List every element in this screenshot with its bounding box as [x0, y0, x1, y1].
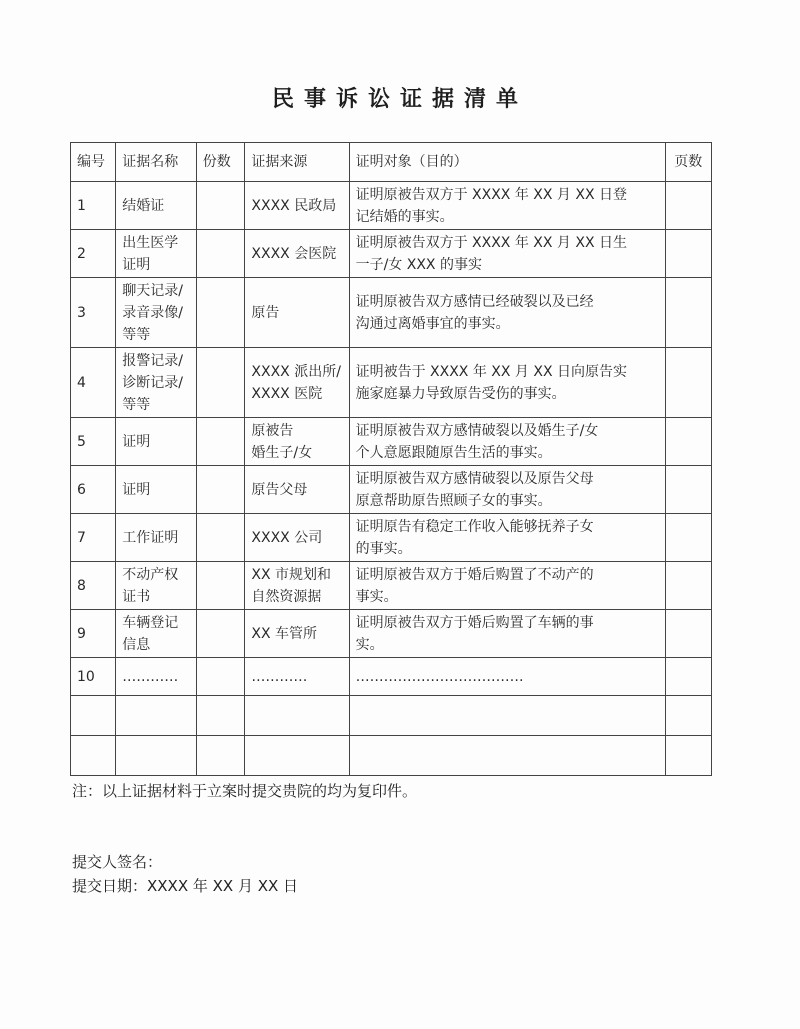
- cell-copies: [196, 696, 245, 736]
- cell-copies: [196, 278, 245, 348]
- cell-name-text: 工作证明: [122, 529, 179, 546]
- cell-purpose-text: 证明原被告双方于婚后购置了车辆的事 实。: [355, 614, 594, 653]
- signature-block: [72, 850, 298, 898]
- cell-purpose: [349, 348, 665, 418]
- cell-name-text: 不动产权 证书: [122, 566, 179, 605]
- signature-label: 提交人签名：: [72, 853, 163, 871]
- cell-purpose: [349, 278, 665, 348]
- cell-no: [71, 278, 116, 348]
- cell-no: [71, 514, 116, 562]
- cell-source-text: XX 车管所: [251, 625, 318, 642]
- cell-purpose-text: ………………………………: [355, 668, 524, 685]
- cell-source-text: 原被告 婚生子/女: [251, 422, 313, 461]
- header-pages: 页数: [665, 143, 711, 182]
- cell-copies: [196, 348, 245, 418]
- cell-source: [245, 466, 349, 514]
- cell-source-text: 原告父母: [251, 481, 308, 498]
- cell-name-text: 出生医学 证明: [122, 234, 179, 273]
- header-purpose: 证明对象（目的）: [349, 143, 665, 182]
- cell-pages: [665, 348, 711, 418]
- cell-purpose-text: 证明原被告双方感情已经破裂以及已经 沟通过离婚事宜的事实。: [355, 293, 594, 332]
- cell-source: [245, 736, 349, 776]
- cell-copies: [196, 182, 245, 230]
- cell-source-text: XXXX 会医院: [251, 245, 337, 262]
- cell-purpose: [349, 418, 665, 466]
- cell-no: [71, 348, 116, 418]
- cell-source: [245, 610, 349, 658]
- cell-copies: [196, 562, 245, 610]
- cell-source: [245, 418, 349, 466]
- cell-no-text: 6: [77, 481, 86, 498]
- table-row: [71, 278, 712, 348]
- cell-name: [116, 514, 196, 562]
- cell-pages: [665, 182, 711, 230]
- cell-name-text: 车辆登记 信息: [122, 614, 179, 653]
- cell-pages: [665, 230, 711, 278]
- cell-source-text: XXXX 民政局: [251, 197, 337, 214]
- cell-name: [116, 182, 196, 230]
- table-body: [71, 182, 712, 776]
- cell-source-text: 原告: [251, 304, 280, 321]
- cell-source: [245, 562, 349, 610]
- cell-pages: [665, 466, 711, 514]
- cell-purpose: [349, 610, 665, 658]
- table-row: [71, 562, 712, 610]
- cell-name: [116, 736, 196, 776]
- cell-purpose: [349, 514, 665, 562]
- cell-copies: [196, 610, 245, 658]
- table-row: [71, 610, 712, 658]
- cell-name: [116, 610, 196, 658]
- cell-pages: [665, 418, 711, 466]
- footnote: 注：以上证据材料于立案时提交贵院的均为复印件。: [72, 782, 418, 800]
- cell-purpose-text: 证明原被告双方感情破裂以及婚生子/女 个人意愿跟随原告生活的事实。: [355, 422, 599, 461]
- cell-source: [245, 348, 349, 418]
- cell-no: [71, 182, 116, 230]
- table-row: [71, 466, 712, 514]
- cell-name: [116, 466, 196, 514]
- cell-purpose: [349, 466, 665, 514]
- cell-name: [116, 278, 196, 348]
- header-row: [71, 143, 712, 182]
- table-row: [71, 696, 712, 736]
- cell-name-text: …………: [122, 668, 179, 685]
- cell-purpose: [349, 736, 665, 776]
- cell-source: [245, 658, 349, 696]
- cell-source: [245, 514, 349, 562]
- cell-copies: [196, 658, 245, 696]
- cell-purpose: [349, 658, 665, 696]
- cell-no-text: 8: [77, 577, 86, 594]
- cell-pages: [665, 562, 711, 610]
- cell-copies: [196, 230, 245, 278]
- cell-source-text: XXXX 派出所/ XXXX 医院: [251, 363, 341, 402]
- cell-source: [245, 696, 349, 736]
- header-name: 证据名称: [116, 143, 196, 182]
- cell-source-text: XX 市规划和 自然资源据: [251, 566, 332, 605]
- cell-no: [71, 466, 116, 514]
- cell-no-text: 9: [77, 625, 86, 642]
- cell-no-text: 2: [77, 245, 86, 262]
- cell-pages: [665, 610, 711, 658]
- cell-purpose: [349, 562, 665, 610]
- cell-source: [245, 230, 349, 278]
- cell-copies: [196, 418, 245, 466]
- cell-purpose-text: 证明原被告双方感情破裂以及原告父母 原意帮助原告照顾子女的事实。: [355, 470, 594, 509]
- cell-no-text: 7: [77, 529, 86, 546]
- cell-no: [71, 418, 116, 466]
- cell-copies: [196, 466, 245, 514]
- cell-purpose-text: 证明原被告双方于婚后购置了不动产的 事实。: [355, 566, 594, 605]
- table-row: [71, 514, 712, 562]
- evidence-table: [70, 142, 712, 776]
- header-source: 证据来源: [245, 143, 349, 182]
- cell-name: [116, 418, 196, 466]
- cell-no: [71, 230, 116, 278]
- table-row: [71, 348, 712, 418]
- cell-purpose-text: 证明被告于 XXXX 年 XX 月 XX 日向原告实 施家庭暴力导致原告受伤的事实。: [355, 363, 628, 402]
- cell-purpose-text: 证明原被告双方于 XXXX 年 XX 月 XX 日登 记结婚的事实。: [355, 186, 628, 225]
- table-row: [71, 182, 712, 230]
- cell-purpose-text: 证明原告有稳定工作收入能够抚养子女 的事实。: [355, 518, 594, 557]
- cell-name: [116, 658, 196, 696]
- header-no: 编号: [71, 143, 116, 182]
- cell-pages: [665, 658, 711, 696]
- cell-copies: [196, 736, 245, 776]
- cell-copies: [196, 514, 245, 562]
- cell-no: [71, 736, 116, 776]
- cell-source-text: …………: [251, 668, 308, 685]
- cell-no-text: 5: [77, 433, 86, 450]
- cell-purpose: [349, 230, 665, 278]
- cell-pages: [665, 696, 711, 736]
- cell-no: [71, 610, 116, 658]
- cell-purpose: [349, 696, 665, 736]
- cell-pages: [665, 514, 711, 562]
- table-row: [71, 230, 712, 278]
- cell-name-text: 聊天记录/ 录音录像/ 等等: [122, 282, 184, 343]
- table-header: [71, 143, 712, 182]
- cell-purpose-text: 证明原被告双方于 XXXX 年 XX 月 XX 日生 一子/女 XXX 的事实: [355, 234, 628, 273]
- document-title: 民事诉讼证据清单: [271, 86, 528, 112]
- cell-purpose: [349, 182, 665, 230]
- cell-no: [71, 696, 116, 736]
- cell-no-text: 4: [77, 374, 86, 391]
- table-row: [71, 658, 712, 696]
- cell-name-text: 结婚证: [122, 197, 165, 214]
- table-row: [71, 418, 712, 466]
- cell-name-text: 报警记录/ 诊断记录/ 等等: [122, 352, 184, 413]
- cell-no-text: 3: [77, 304, 86, 321]
- cell-name: [116, 348, 196, 418]
- header-copies: 份数: [196, 143, 245, 182]
- cell-pages: [665, 736, 711, 776]
- submission-date: 提交日期：XXXX 年 XX 月 XX 日: [72, 877, 299, 895]
- cell-no-text: 1: [77, 197, 86, 214]
- cell-name-text: 证明: [122, 481, 151, 498]
- cell-no-text: 10: [77, 668, 95, 685]
- cell-source: [245, 182, 349, 230]
- table-row: [71, 736, 712, 776]
- cell-no: [71, 658, 116, 696]
- cell-pages: [665, 278, 711, 348]
- cell-name-text: 证明: [122, 433, 151, 450]
- cell-source: [245, 278, 349, 348]
- cell-source-text: XXXX 公司: [251, 529, 323, 546]
- cell-no: [71, 562, 116, 610]
- cell-name: [116, 562, 196, 610]
- cell-name: [116, 230, 196, 278]
- cell-name: [116, 696, 196, 736]
